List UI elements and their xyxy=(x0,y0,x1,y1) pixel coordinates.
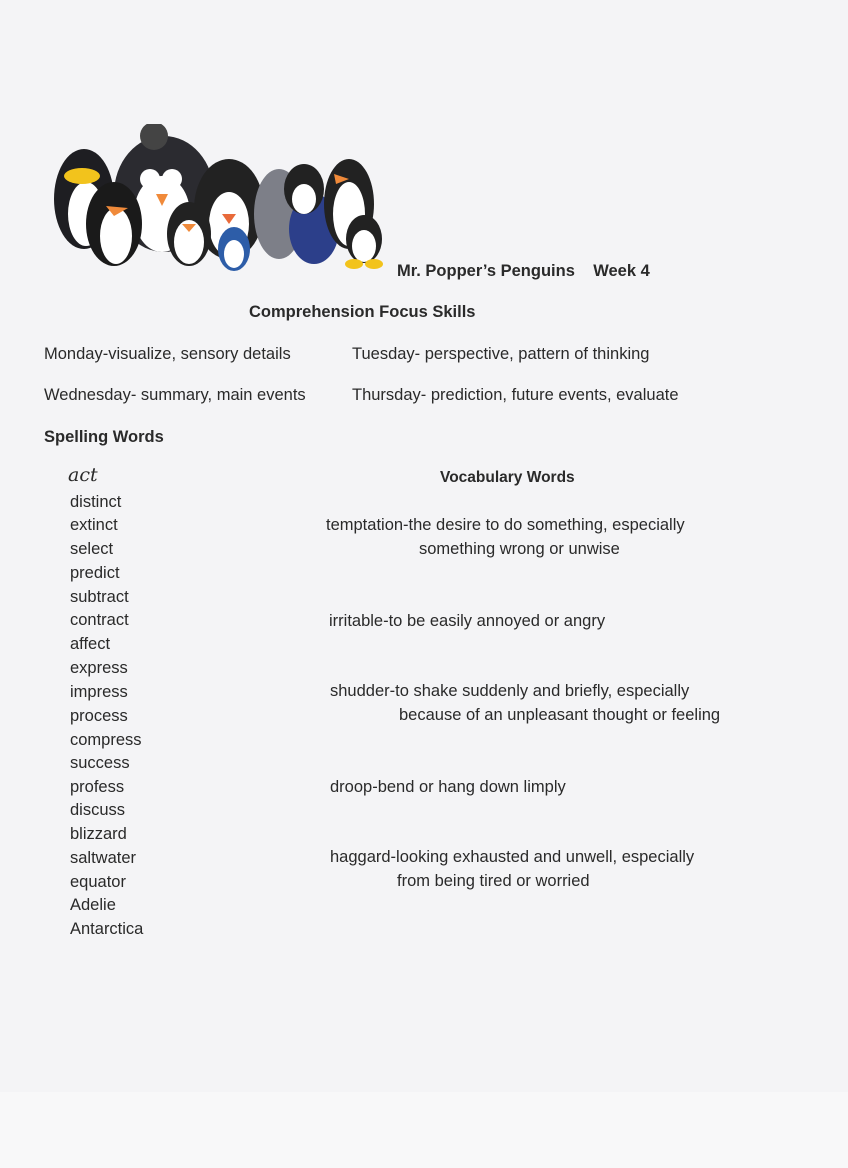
penguins-illustration xyxy=(44,124,394,272)
spelling-word: predict xyxy=(70,564,120,582)
spelling-word: extinct xyxy=(70,516,118,534)
spelling-word: act xyxy=(68,464,98,486)
spelling-word: subtract xyxy=(70,588,129,606)
document-title xyxy=(397,262,650,281)
skill-wednesday: Wednesday- summary, main events xyxy=(44,386,306,404)
spelling-heading: Spelling Words xyxy=(44,428,164,446)
spelling-word: impress xyxy=(70,683,128,701)
spelling-word: Antarctica xyxy=(70,920,144,938)
vocab-entry-line: because of an unpleasant thought or feeling xyxy=(399,706,721,724)
spelling-word: distinct xyxy=(70,493,122,511)
skill-thursday: Thursday- prediction, future events, evaluate xyxy=(352,386,679,404)
vocab-entry-line: something wrong or unwise xyxy=(419,540,620,558)
spelling-word: compress xyxy=(70,731,142,749)
vocab-entry-line: from being tired or worried xyxy=(397,872,590,890)
skill-monday: Monday-visualize, sensory details xyxy=(44,345,291,363)
spelling-word: discuss xyxy=(70,801,126,819)
spelling-word: express xyxy=(70,659,128,677)
spelling-word: success xyxy=(70,754,130,772)
vocab-entry-line: haggard-looking exhausted and unwell, especially xyxy=(330,848,695,866)
skill-tuesday: Tuesday- perspective, pattern of thinking xyxy=(352,345,650,363)
penguin-icon xyxy=(167,202,211,266)
spelling-word: affect xyxy=(70,635,111,653)
spelling-word: profess xyxy=(70,778,125,796)
penguin-icon xyxy=(324,159,383,269)
spelling-word: Adelie xyxy=(70,896,116,914)
penguin-icon xyxy=(86,182,142,266)
spelling-word: saltwater xyxy=(70,849,137,867)
scan-bottom-edge xyxy=(0,1092,848,1168)
vocabulary-heading: Vocabulary Words xyxy=(440,469,575,486)
comprehension-heading: Comprehension Focus Skills xyxy=(249,303,476,321)
title-text: Mr. Popper’s Penguins xyxy=(397,262,575,280)
spelling-word: contract xyxy=(70,611,129,629)
vocab-entry-line: shudder-to shake suddenly and briefly, especially xyxy=(330,682,690,700)
week-label: Week 4 xyxy=(593,262,650,280)
spelling-word: equator xyxy=(70,873,126,891)
spelling-word: blizzard xyxy=(70,825,127,843)
vocab-entry-line: temptation-the desire to do something, especially xyxy=(326,516,685,534)
penguin-icon xyxy=(218,227,250,271)
spelling-word: process xyxy=(70,707,128,725)
vocab-entry-line: droop-bend or hang down limply xyxy=(330,778,566,796)
vocab-entry-line: irritable-to be easily annoyed or angry xyxy=(329,612,606,630)
spelling-word: select xyxy=(70,540,114,558)
